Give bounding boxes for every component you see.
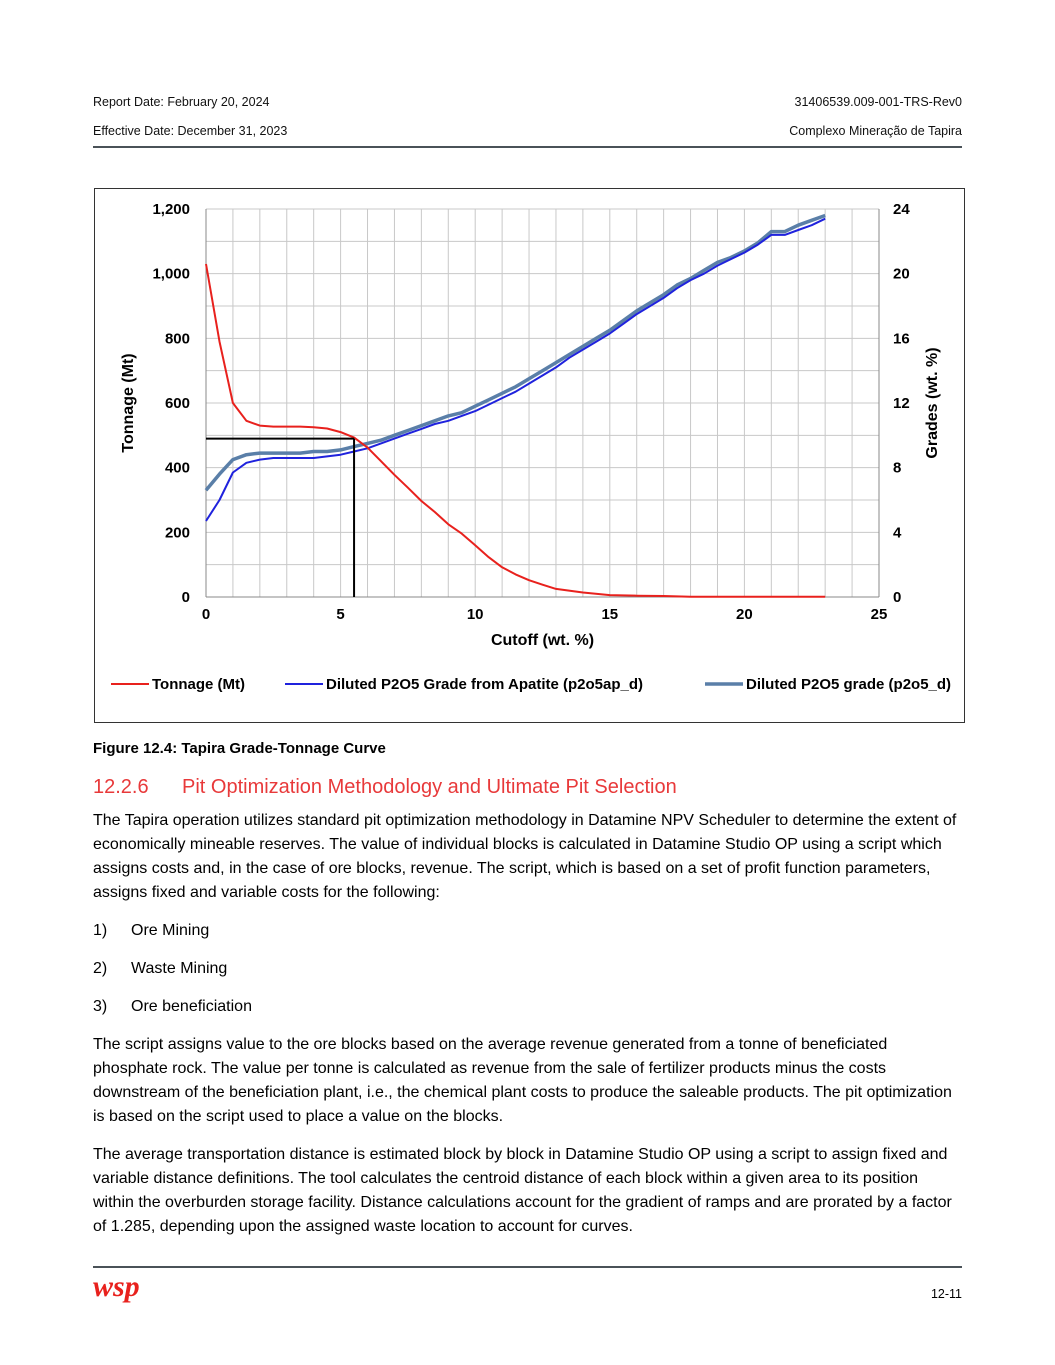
x-tick-label: 0 <box>201 606 211 623</box>
grade-tonnage-chart <box>94 188 965 723</box>
series-line-tonnage <box>206 264 825 597</box>
series-line-p2o5-d <box>206 216 825 491</box>
y-axis-label: Tonnage (Mt) <box>120 353 137 453</box>
y2-tick-label: 4 <box>893 524 902 542</box>
section-title: Pit Optimization Methodology and Ultimate Pit Selection <box>182 776 677 798</box>
list-text: Ore beneficiation <box>131 998 252 1015</box>
list-number: 2) <box>93 960 108 977</box>
legend-label: Tonnage (Mt) <box>152 676 246 693</box>
list-item <box>93 995 252 1019</box>
y-tick-label: 0 <box>181 589 190 606</box>
wsp-logo-icon <box>93 1274 157 1308</box>
y2-tick-label: 24 <box>893 201 910 218</box>
y2-axis-label: Grades (wt. %) <box>924 347 941 459</box>
paragraph-2: The script assigns value to the ore blocks based on the average revenue generated from a tonne of beneficiated phosphate rock. The value per tonne is calculated as revenue from the sale of fertilizer products minus the costs downstream of the beneficiation plant, i.e., the chemical plant costs to produce the saleable products. The pit optimization is based on the script used to place a value on the blocks. <box>93 1036 952 1125</box>
y-tick-label: 800 <box>164 330 190 348</box>
header-divider <box>93 146 962 148</box>
x-tick-label: 25 <box>870 606 888 623</box>
series-line-p2o5ap-d <box>206 219 825 521</box>
y-tick-label: 1,000 <box>152 265 190 283</box>
list-item <box>93 919 209 943</box>
y-tick-label: 1,200 <box>152 201 190 218</box>
y-tick-label: 200 <box>164 524 190 542</box>
y2-tick-label: 20 <box>893 265 910 283</box>
list-text: Ore Mining <box>131 922 210 939</box>
x-tick-label: 10 <box>466 606 484 623</box>
legend-label: Diluted P2O5 Grade from Apatite (p2o5ap_d) <box>326 676 643 693</box>
list-number: 3) <box>93 998 108 1015</box>
paragraph-3: The average transportation distance is estimated block by block in Datamine Studio OP using a script to assign fixed and variable distance definitions. The tool calculates the centroid distance of each block within a given area to its position within the overburden storage facility. Distance calculations account for the gradient of ramps and are prorated by a factor of 1.285, depending upon the assigned waste location to account for curves. <box>93 1146 952 1235</box>
x-axis-label: Cutoff (wt. %) <box>490 632 595 649</box>
x-tick-label: 20 <box>736 606 753 623</box>
section-heading <box>93 776 677 799</box>
y2-tick-label: 0 <box>893 589 902 606</box>
list-text: Waste Mining <box>131 960 228 977</box>
y2-tick-label: 16 <box>893 330 910 348</box>
chart-canvas <box>95 189 964 722</box>
x-tick-label: 5 <box>336 606 345 623</box>
page-number: 12-11 <box>930 1287 962 1301</box>
figure-caption: Figure 12.4: Tapira Grade-Tonnage Curve <box>93 740 386 757</box>
report-date: Report Date: February 20, 2024 <box>93 95 270 109</box>
footer-divider <box>93 1266 962 1268</box>
y2-tick-label: 12 <box>893 395 910 412</box>
y2-tick-label: 8 <box>893 459 902 477</box>
section-number: 12.2.6 <box>93 776 149 798</box>
x-tick-label: 15 <box>601 606 619 623</box>
legend-label: Diluted P2O5 grade (p2o5_d) <box>746 676 952 693</box>
report-id: 31406539.009-001-TRS-Rev0 <box>794 95 962 109</box>
logo-text: wsp <box>93 1274 140 1303</box>
effective-date: Effective Date: December 31, 2023 <box>93 124 288 138</box>
list-item <box>93 957 227 981</box>
project-name: Complexo Mineração de Tapira <box>789 124 962 138</box>
y-tick-label: 600 <box>164 395 190 412</box>
paragraph-1: The Tapira operation utilizes standard pit optimization methodology in Datamine NPV Scheduler to determine the extent of economically mineable reserves. The value of individual blocks is calculated in Datamine Studio OP using a script which assigns costs and, in the case of ore blocks, revenue. The script, which is based on a set of profit function parameters, assigns fixed and variable costs for the following: <box>93 812 957 901</box>
list-number: 1) <box>93 922 108 939</box>
y-tick-label: 400 <box>164 459 190 477</box>
